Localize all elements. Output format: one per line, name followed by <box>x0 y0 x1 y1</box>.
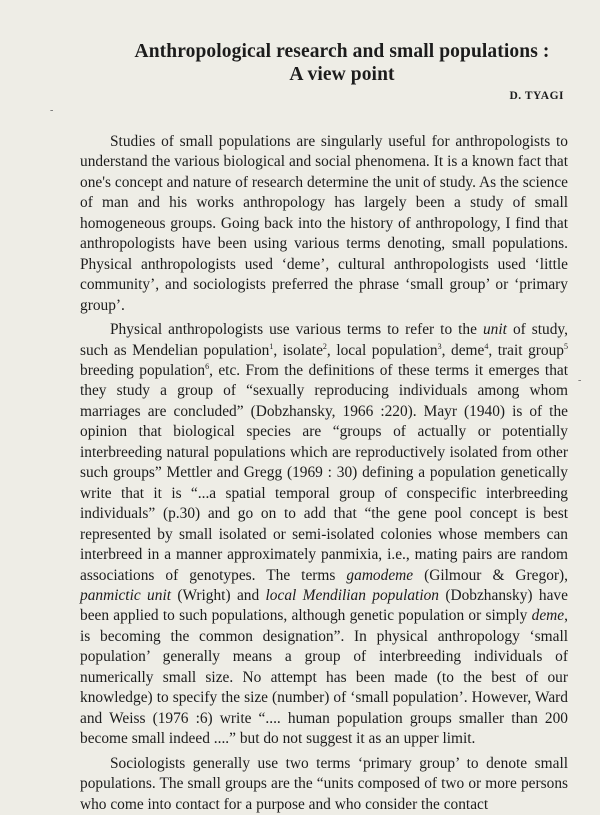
article-title <box>80 40 568 86</box>
footnote-ref-4: 4 <box>484 341 489 351</box>
footnote-ref-2: 2 <box>322 341 327 351</box>
article-body <box>80 132 568 815</box>
term-local-mendilian-population: local Mendilian population <box>265 586 439 604</box>
margin-mark: - <box>578 375 582 386</box>
term-deme: deme <box>531 607 565 625</box>
author-name: D. TYAGI <box>509 90 564 102</box>
term-gamodeme: gamodeme <box>346 566 414 584</box>
term-unit: unit <box>482 321 507 339</box>
footnote-ref-5: 5 <box>564 341 568 351</box>
margin-mark: - <box>50 105 54 116</box>
footnote-ref-6: 6 <box>205 361 210 371</box>
footnote-ref-1: 1 <box>269 341 274 351</box>
paragraph-3: Sociologists generally use two terms ‘primary group’ to denote small populations. The small groups are the “units composed of two or more persons who come into contact for a purpose and who consider the contact <box>80 754 568 813</box>
term-panmictic-unit: panmictic unit <box>80 586 171 604</box>
title-line-2: A view point <box>289 64 395 85</box>
paragraph-2: Physical anthropologists use various terms to refer to the unit of study, such as Mendelian population$^1$, isolate$^2$, local population$^3$, deme$^4$, trait group$^5$ breeding population$^6$, etc. From the definitions of these terms it emerges that they study a group of “sexually reproducing individuals among whom marriages are concluded” (Dobzhansky, 1966 :220). Mayr (1940) is of the opinion that biological species are “groups of actually or potentially interbreeding natural populations which are reproductively isolated from other such groups” Mettler and Gregg (1969 : 30) defining a population genetically write that it is “...a spatial temporal group of conspecific interbreeding individuals” (p.30) and go on to add that “the gene pool concept is best represented by small isolated or semi-isolated colonies whose members can interbreed in a manner approximately panmixia, i.e., mating pairs are random associations of genotypes. The terms gamodeme (Gilmour & Gregor), panmictic unit (Wright) and local Mendilian population (Dobzhansky) have been applied to such populations, although genetic population or simply deme, is becoming the common designation”. In physical anthropology ‘small population’ generally means a group of interbreeding individuals of numerically small size. No attempt has been made (to the best of our knowledge) to specify the size (number) of ‘small population’. However, Ward and Weiss (1976 :6) write “.... human population groups smaller than 200 become small indeed ....” but do not suggest it as an upper limit. <box>80 321 569 748</box>
paragraph-1: Studies of small populations are singularly useful for anthropologists to understand the various biological and social phenomena. It is a known fact that one's concept and nature of research determine the unit of study. As the science of man and his works anthropology has largely been a study of small homogeneous groups. Going back into the history of anthropology, I find that anthropologists have been using various terms denoting, small populations. Physical anthropologists used ‘deme’, cultural anthropologists used ‘little community’, and sociologists preferred the phrase ‘small group’ or ‘primary group’. <box>80 133 568 314</box>
footnote-ref-3: 3 <box>437 341 442 351</box>
title-line-1: Anthropological research and small populations : <box>134 41 550 62</box>
